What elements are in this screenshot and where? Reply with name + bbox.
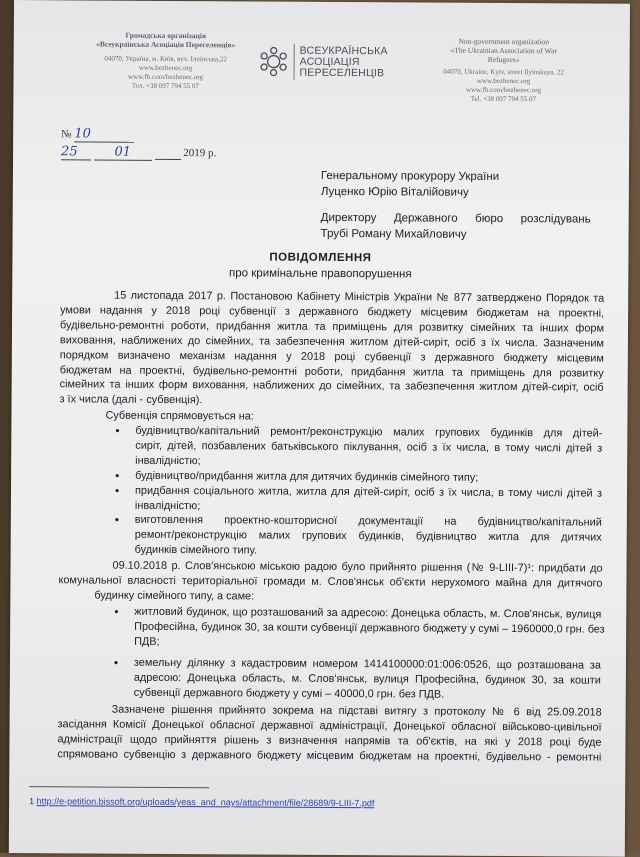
letterhead-right [413,36,593,104]
paragraph-1-line: умови надання у 2018 році субвенції з державного бюджету місцевим бюджетам на проектні, [60,304,605,320]
paragraph-1-line: 15 листопада 2017 р. Постановою Кабінету Міністрів України № 877 затверджено Порядок та [114,289,605,305]
paragraph-1-line: будівельно-ремонтні роботи, придбання житла та приміщень для розвитку сімейних та інших форм [59,319,605,335]
org-fb-ua: www.fb.com/bezhenec.org [127,72,204,82]
subvention-item-line: сиріт, дітей, позбавлених батьківського піклування, осіб з їх числа, в тому числі дітей з [135,439,603,455]
document-title [12,248,628,284]
subvention-item [135,513,602,561]
org-phone-en: Tel. +38 097 794 55 07 [470,94,537,104]
subvention-item-line: • будівництво/придбання житла для дитячих будинків сімейного типу; [135,469,479,484]
paragraph-1-line: бюджетам на проектні, будівельно-ремонтні роботи, придбання житла та приміщень для розвитку [59,363,604,380]
addressee-prosecutor-name: Луценко Юрію Віталійовичу [320,185,469,199]
org-name-en-line2: «The Ukrainian Association of War [450,45,557,56]
subvention-item-line: інвалідністю; [135,454,201,467]
title-notice: ПОВІДОМЛЕННЯ [269,251,372,265]
subvention-intro: Субвенція спрямовується на: [105,409,254,423]
org-name-ua-line2: «Всеукраїнська Асоціація Переселенців» [96,39,236,50]
subvention-list [135,424,603,561]
paragraph-2-line: комунальної власності територіальної громади м. Слов'янськ об'єкти нерухомого майна для дитячого [58,574,603,590]
org-name-en-line3: Refugees» [487,54,520,65]
org-address-ua: 04070, Україна, м. Київ, вул. Іллінська,22 [104,54,227,64]
paragraph-1-line: сімейних та інших форм виховання, наближених до сімейних, та забезпечення житлом дітей-сиріт, осіб [59,378,604,395]
paragraph-1-line: з їх числа (далі - субвенція). [59,393,203,407]
property-item-line: субвенції державного бюджету у сумі – 40000,0 грн. без ПДВ. [133,686,445,701]
subvention-item-line: • придбання соціального житла, житла для дітей-сиріт, осіб з їх числа, в тому числі дітей з [134,484,603,500]
footnote-number: 1 [29,796,35,807]
subvention-item-line: • будівництво/капітальний ремонт/реконструкцію малих групових будинків для дітей- [135,424,603,440]
paragraph-2-line: будинку сімейного типу, а саме: [94,589,255,603]
addressee-sbi [321,210,591,244]
property-item-line: Професійна, будинок 30, за кошти субвенції державного бюджету у сумі – 1960000,0 грн. без [134,620,605,636]
addressee-prosecutor [321,168,499,201]
addressee-sbi-name: Трубі Роману Михайловичу [320,227,467,241]
paragraph-2 [58,558,602,606]
document-page [9,0,630,857]
date-day-field [61,144,91,160]
paragraph-1-line: виховання, наближених до сімейних, та забезпечення житлом дітей-сиріт, осіб з їх числа. Зазначеним [59,334,604,350]
association-logo-icon [254,41,294,81]
subvention-item [135,424,602,472]
number-field [74,126,134,142]
org-web-en: www.bezhenec.org [476,76,531,86]
subvention-item-line: інвалідністю; [134,499,201,512]
logo-divider [294,44,295,80]
paragraph-1 [60,288,605,411]
property-item [134,655,601,703]
org-fb-en: www.fb.com/bezhenec.org [465,85,541,95]
paragraph-3-line: Зазначене рішення прийнято зокрема на підставі витягу з протоколу № 6 від 25.09.2018 [111,703,602,719]
handwritten-number: 10 [74,126,92,142]
addressee-sbi-title: Директору Державного бюро розслідувань [320,211,591,226]
paragraph-3 [57,702,601,765]
date-underline [155,147,181,160]
registration-line [61,126,216,161]
paragraph-3-line: адміністрації щодо прийняття рішень з визначення напрямів та об'єктів, на які у 2018 році буде [57,733,602,749]
org-web-ua: www.bezhenec.org [138,63,193,73]
number-label: № [61,128,72,141]
logo-text-line1: ВСЕУКРАЇНСЬКА [299,44,388,58]
org-address-en: 04070, Ukraine, Kyiv, street Ilyinskaya, 22 [443,67,564,77]
property-item [134,605,605,653]
title-subject: про кримінальне правопорушення [229,267,412,281]
logo-wordmark [300,46,388,80]
property-item-line: адресою: Донецька область, м. Слов'янськ, вулиця Професійна, будинок 30, за кошти [133,671,601,687]
date-month-field [94,144,152,160]
paragraph-1-line: порядком визначено механізм надання у 2018 році субвенції з державного бюджету місцевим [59,348,604,365]
property-item-line: • земельну ділянку з кадастровим номером 1414100000:01:006:0526, що розташована за [133,656,601,672]
org-phone-ua: Тел. +38 097 794 55 07 [131,81,200,91]
paragraph-3-line: засідання Комісії Донецької обласної державної адміністрації, Донецької обласної військово-цивільної [57,718,602,734]
property-item-line: ПДВ; [134,635,160,648]
paragraph-3-line: спрямовано субвенцію з державного бюджету місцевим бюджетам на проектні, будівельно - ремонтні [57,747,602,764]
org-name-ua-line1: Громадська організація [125,30,207,41]
property-item-line: • житловий будинок, що розташований за адресою: Донецька область, м. Слов'янськ, вулиця [134,605,602,621]
letterhead-left [65,30,265,91]
addressee-prosecutor-title: Генеральному прокурору України [320,169,500,183]
subvention-item [135,483,602,516]
subvention-item-line: ремонт/реконструкцію малих групових будинків, будівництво житла для дитячих [134,529,602,544]
logo-text-line2: АСОЦІАЦІЯ [299,55,360,69]
property-list [133,605,605,703]
subvention-item-line: • виготовлення проектно-кошторисної документації на будівництво/капітальний [134,514,602,530]
footnote-separator [29,786,209,788]
footnote [29,796,374,808]
handwritten-month: 01 [114,144,132,160]
logo-text-line3: ПЕРЕСЕЛЕНЦІВ [299,66,385,80]
org-name-en-line1: Non-government organization [458,36,550,47]
paragraph-2-line: 09.10.2018 р. Слов'янською міською радою було прийнято рішення (№ 9-LIII-7)¹: придбати до [112,559,603,575]
subvention-item-line: будинків сімейного типу. [134,543,257,557]
footnote-link[interactable]: http://e-petition.bissoft.org/uploads/yeas_and_nays/attachment/file/28689/9-LIII-7.pdf [36,796,375,809]
handwritten-day: 25 [61,144,78,160]
date-year: 2019 р. [183,147,217,160]
